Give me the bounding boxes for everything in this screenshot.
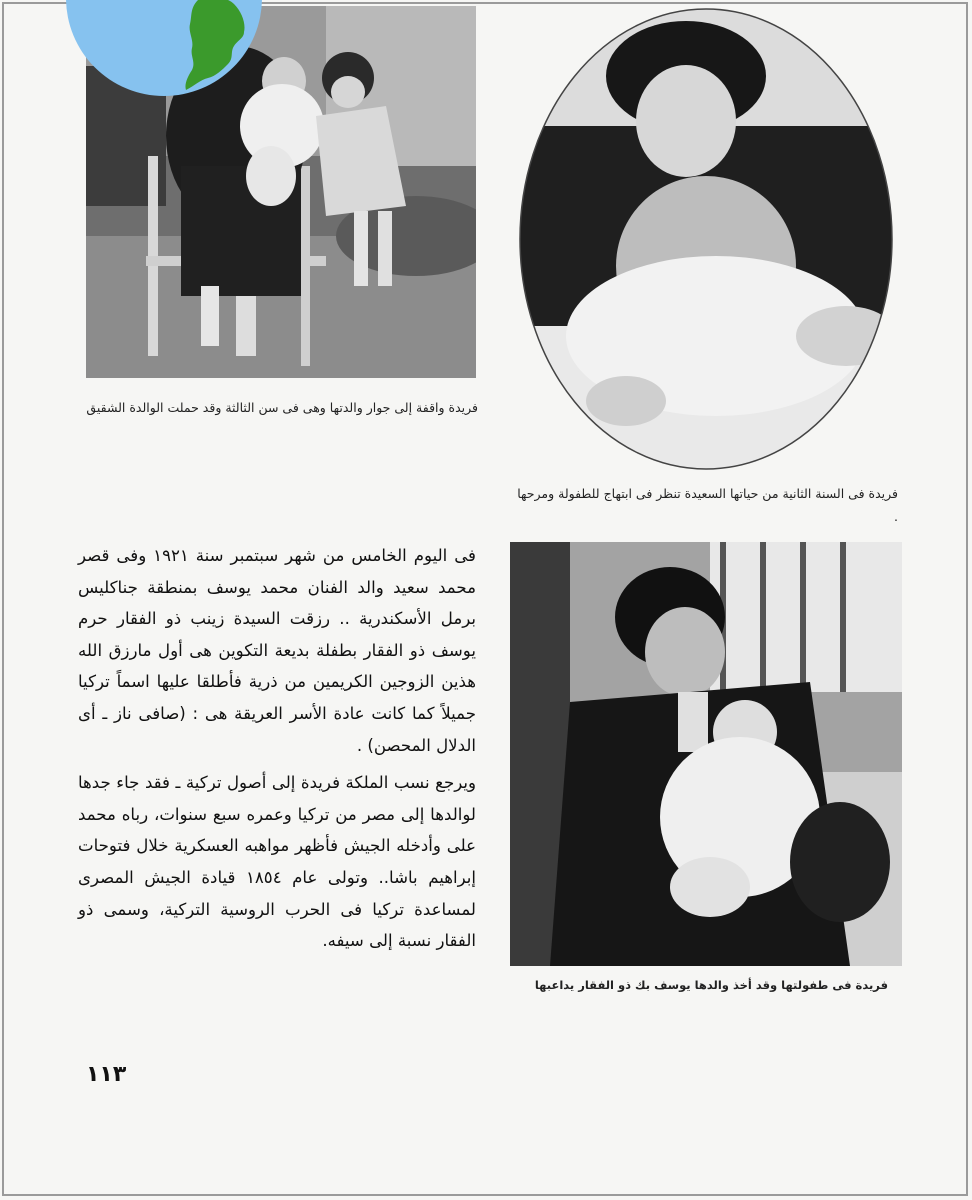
page-number: ١١٣ [86, 1062, 127, 1087]
paragraph-lineage: ويرجع نسب الملكة فريدة إلى أصول تركية ـ فقد جاء جدها لوالدها إلى مصر من تركيا وعمره سبع سنوات، رباه محمد على وأدخله الجيش فأظهر مواهبه العسكرية خلال فتوحات إبراهيم باشا.. وتولى عام ١٨٥٤ قيادة الجيش المصرى لمساعدة تركيا فى الحرب الروسية التركية، وسمى ذو الفقار نسبة إلى سيفه. [78, 773, 476, 951]
caption-father-holding-baby: فريدة فى طفولتها وقد أخذ والدها يوسف بك ذو الفقار يداعبها [534, 978, 888, 992]
caption-mother-with-children: فريدة واقفة إلى جوار والدتها وهى فى سن الثالثة وقد حملت الوالدة الشقيق [86, 400, 478, 415]
caption-toddler-portrait: فريدة فى السنة الثانية من حياتها السعيدة تنظر فى ابتهاج للطفولة ومرحها . [517, 486, 898, 524]
page-frame [2, 2, 968, 1196]
paragraph-birth-story: فى اليوم الخامس من شهر سبتمبر سنة ١٩٢١ وفى قصر محمد سعيد والد الفنان محمد يوسف بمنطقة جناكليس برمل الأسكندرية .. رزقت السيدة زينب ذو الفقار حرم يوسف ذو الفقار بطفلة بديعة التكوين هى أول مارزق الله هذين الزوجين الكريمين من ذرية فأطلقا عليها اسماً تركيا جميلاً كما كانت عادة الأسر العريقة هى : (صافى ناز ـ أى الدلال المحصن) . [78, 546, 476, 755]
globe-icon [48, 0, 280, 96]
